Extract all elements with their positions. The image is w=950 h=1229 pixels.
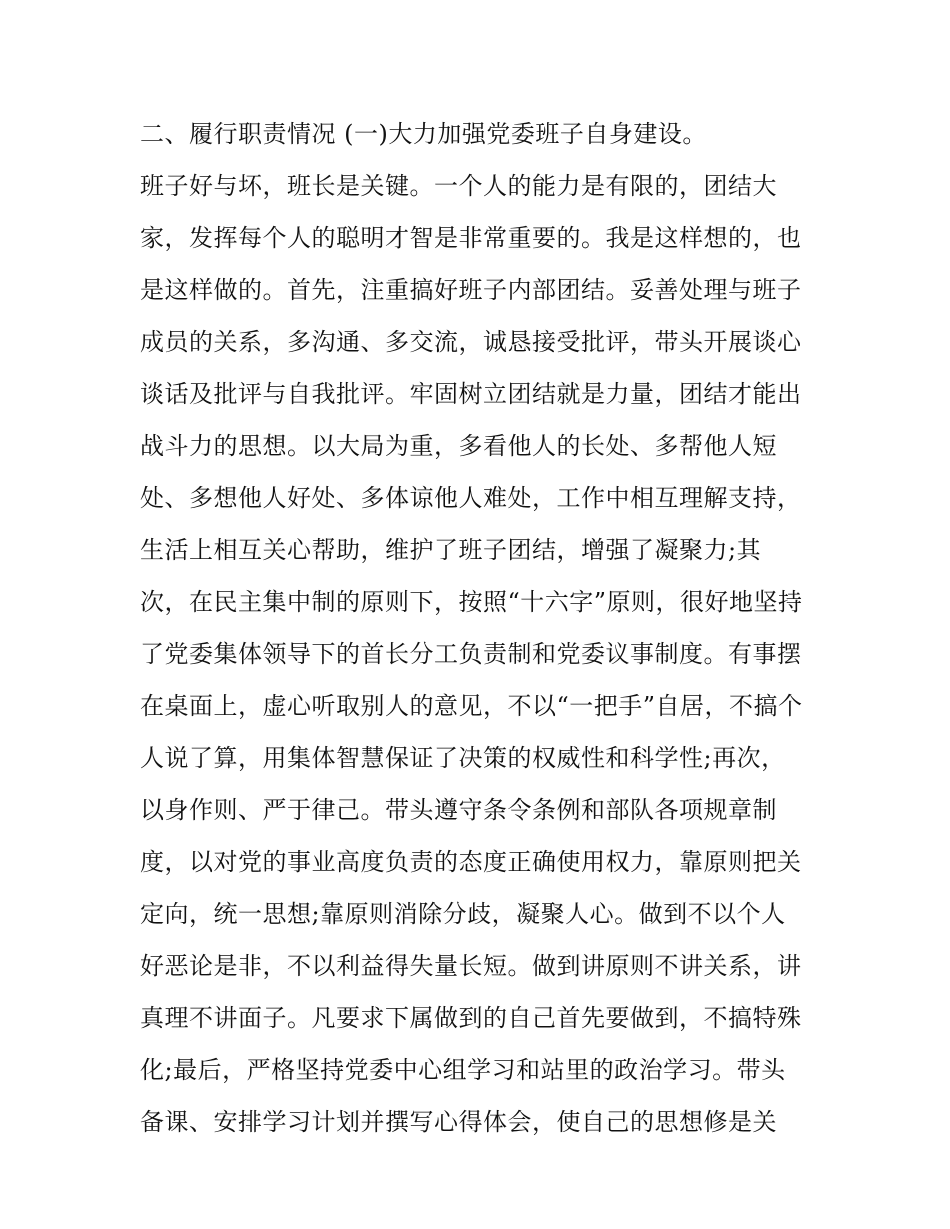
body-line: 人说了算，用集体智慧保证了决策的权威性和科学性;再次， (140, 744, 786, 772)
body-line: 次，在民主集中制的原则下，按照“十六字”原则，很好地坚持 (140, 588, 803, 616)
body-line: 真理不讲面子。凡要求下属做到的自己首先要做到，不搞特殊 (140, 1004, 802, 1032)
body-line: 家，发挥每个人的聪明才智是非常重要的。我是这样想的，也 (140, 224, 802, 252)
document-body (140, 108, 820, 1148)
body-line: 备课、安排学习计划并撰写心得体会，使自己的思想修是关 (140, 1108, 777, 1136)
body-line: 是这样做的。首先，注重搞好班子内部团结。妥善处理与班子 (140, 276, 802, 304)
body-line: 了党委集体领导下的首长分工负责制和党委议事制度。有事摆 (140, 640, 802, 668)
body-line: 谈话及批评与自我批评。牢固树立团结就是力量，团结才能出 (140, 380, 802, 408)
body-line: 战斗力的思想。以大局为重，多看他人的长处、多帮他人短 (140, 432, 777, 460)
body-line: 好恶论是非，不以利益得失量长短。做到讲原则不讲关系，讲 (140, 952, 802, 980)
body-line: 处、多想他人好处、多体谅他人难处，工作中相互理解支持， (140, 484, 802, 512)
body-line: 班子好与坏，班长是关键。一个人的能力是有限的，团结大 (140, 172, 777, 200)
body-line: 成员的关系，多沟通、多交流，诚恳接受批评，带头开展谈心 (140, 328, 802, 356)
body-line: 以身作则、严于律己。带头遵守条令条例和部队各项规章制 (140, 796, 777, 824)
body-line: 在桌面上，虚心听取别人的意见，不以“一把手”自居，不搞个 (140, 692, 803, 720)
body-line: 生活上相互关心帮助，维护了班子团结，增强了凝聚力;其 (140, 536, 762, 564)
body-line: 度，以对党的事业高度负责的态度正确使用权力，靠原则把关 (140, 848, 802, 876)
section-heading: 二、履行职责情况 (一)大力加强党委班子自身建设。 (140, 120, 707, 148)
body-line: 定向，统一思想;靠原则消除分歧，凝聚人心。做到不以个人 (140, 900, 786, 928)
body-line: 化;最后，严格坚持党委中心组学习和站里的政治学习。带头 (140, 1056, 786, 1084)
